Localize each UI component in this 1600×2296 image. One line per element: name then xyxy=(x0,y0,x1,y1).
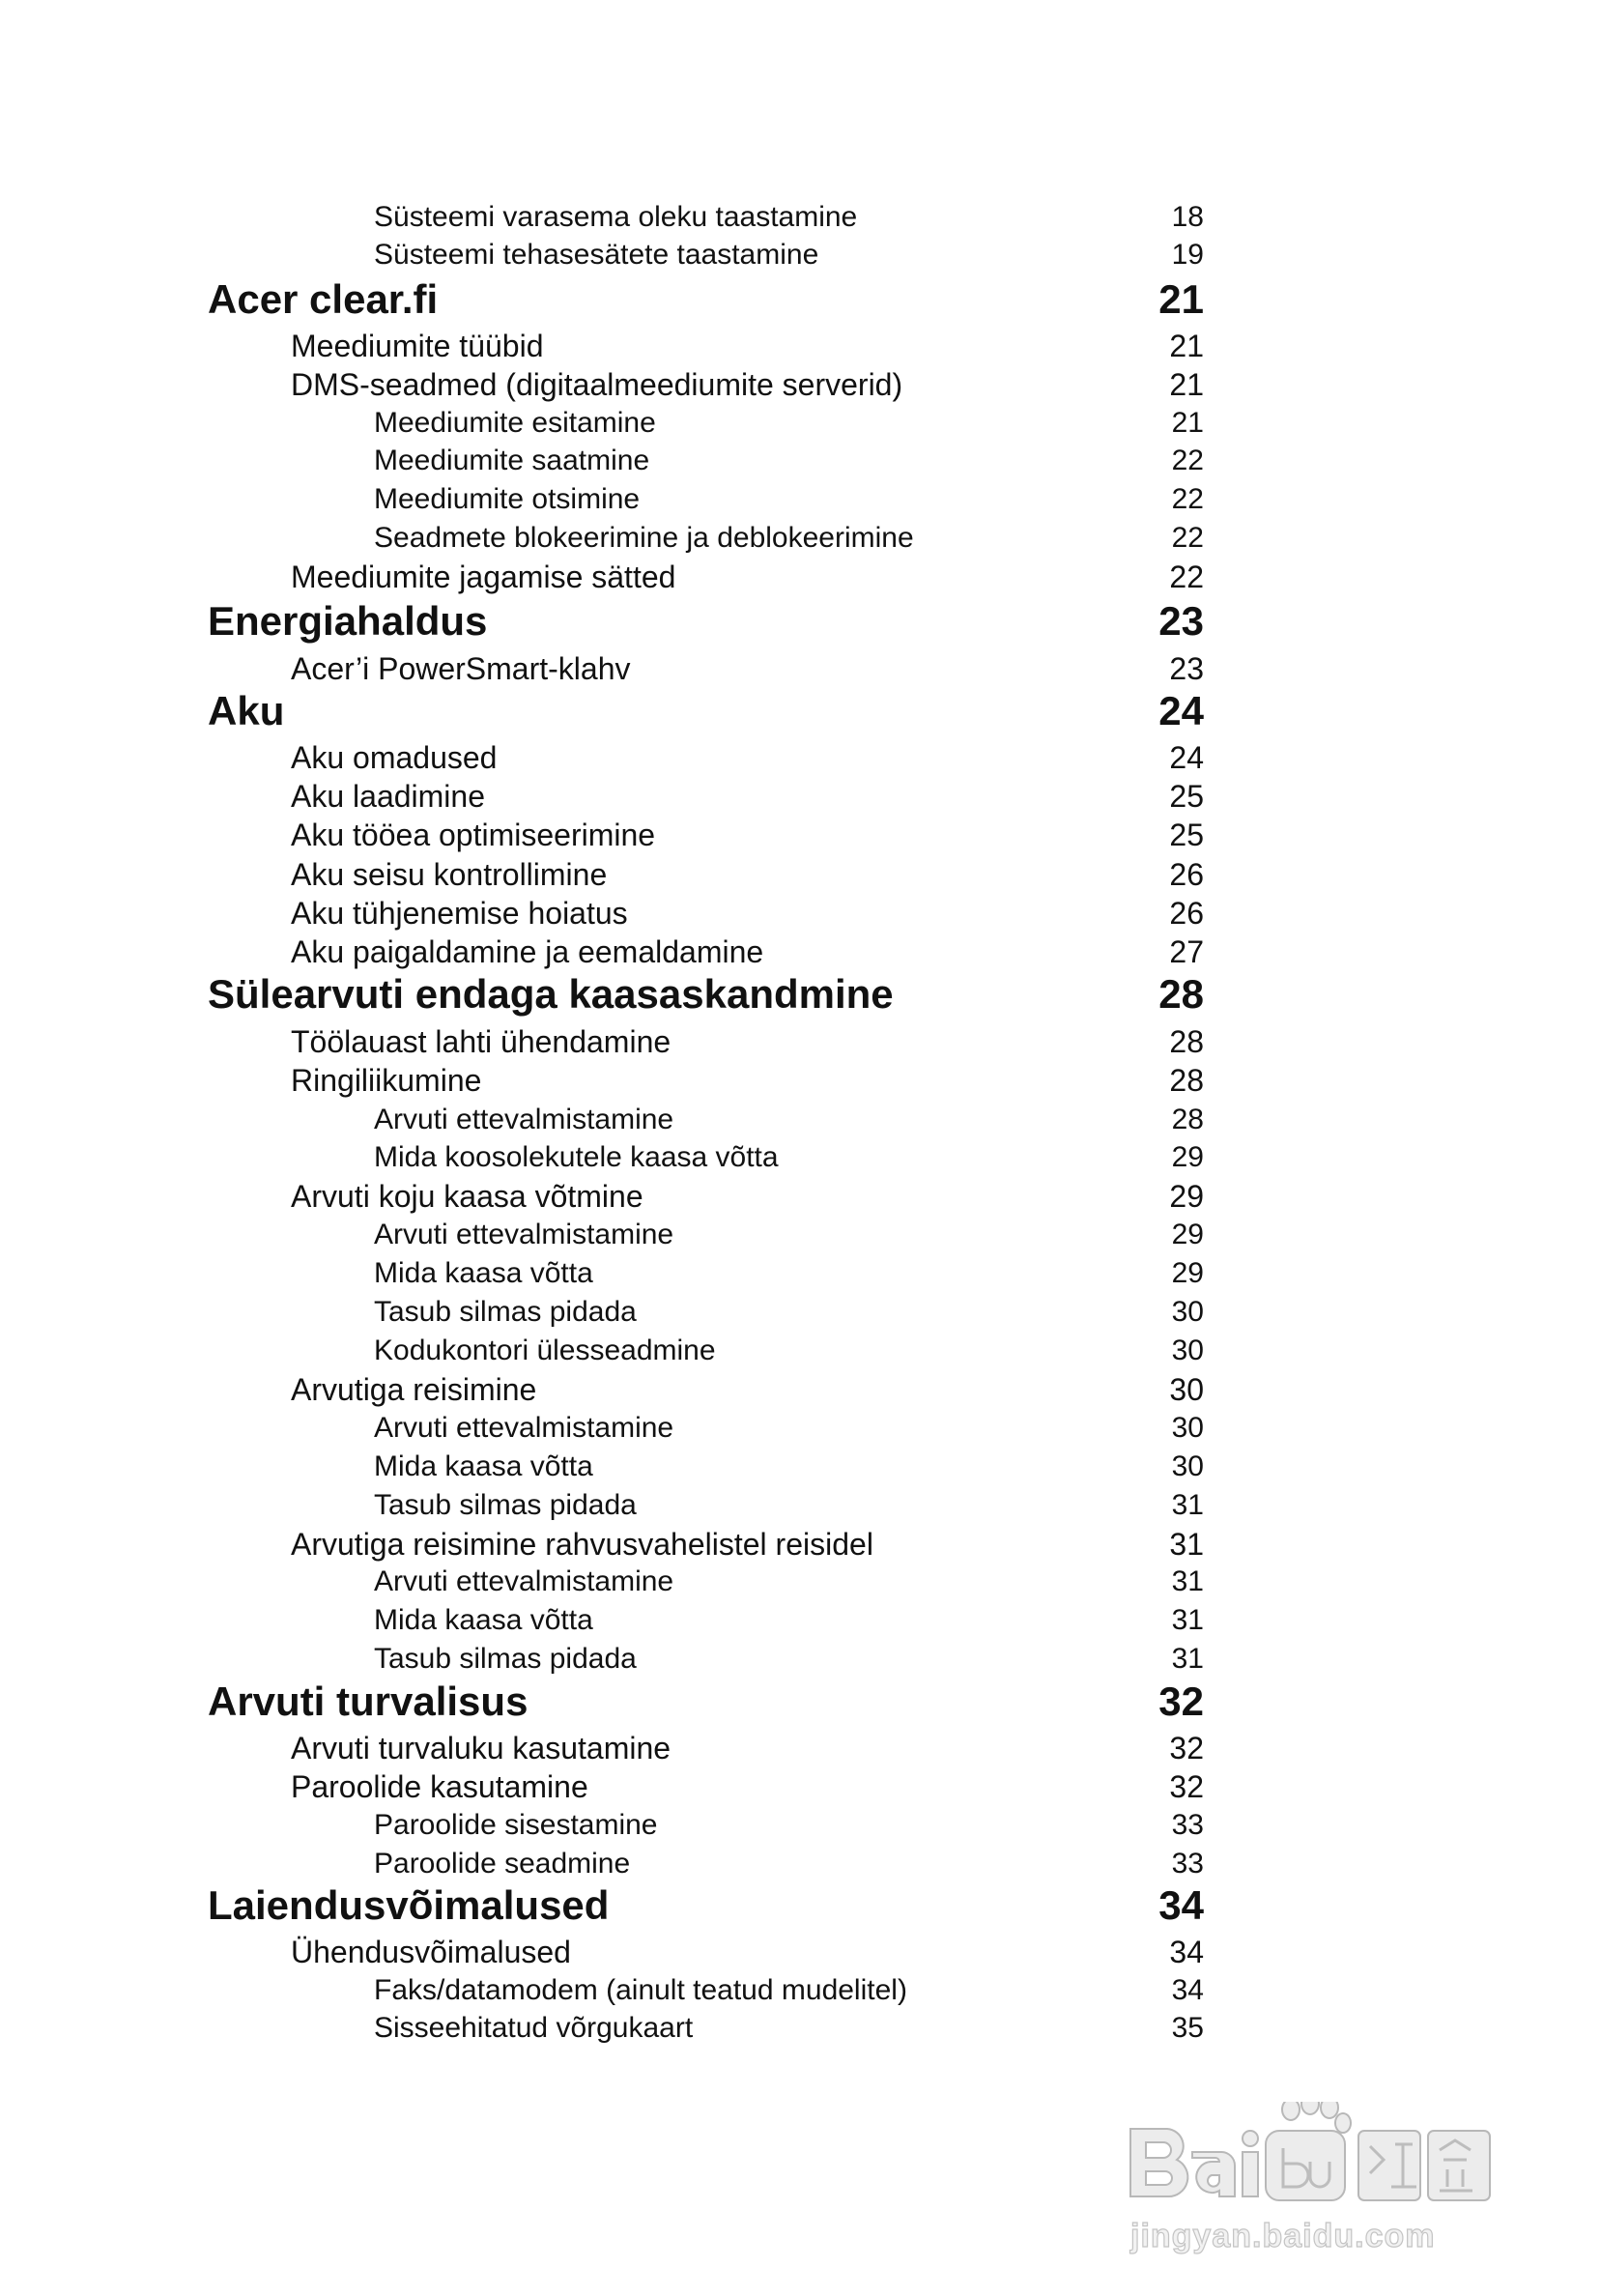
toc-entry-page-number: 33 xyxy=(1171,1848,1204,1880)
toc-entry-title: Meediumite otsimine xyxy=(374,483,641,515)
toc-entry-title: Ühendusvõimalused xyxy=(291,1935,571,1969)
toc-entry-page-number: 34 xyxy=(1158,1882,1204,1928)
toc-entry-page-number: 23 xyxy=(1169,651,1204,686)
toc-entry-page-number: 32 xyxy=(1158,1679,1204,1724)
toc-section[interactable] xyxy=(0,739,1600,778)
toc-entry-page-number: 29 xyxy=(1171,1257,1204,1289)
toc-section[interactable] xyxy=(0,933,1600,972)
toc-entry-title: Aku tööea optimiseerimine xyxy=(291,818,656,852)
toc-section[interactable] xyxy=(0,1062,1600,1101)
toc-section[interactable] xyxy=(0,366,1600,405)
toc-entry-page-number: 30 xyxy=(1171,1412,1204,1444)
toc-chapter[interactable] xyxy=(0,1882,1600,1928)
toc-entry-title: Kodukontori ülesseadmine xyxy=(374,1335,716,1366)
toc-subsection[interactable] xyxy=(0,1139,1600,1178)
toc-entry-title: Süsteemi tehasesätete taastamine xyxy=(374,239,819,271)
toc-subsection[interactable] xyxy=(0,405,1600,444)
toc-entry-title: Arvutiga reisimine xyxy=(291,1372,537,1407)
toc-entry-page-number: 26 xyxy=(1169,896,1204,931)
toc-entry-title: Aku laadimine xyxy=(291,779,485,814)
toc-subsection[interactable] xyxy=(0,199,1600,238)
toc-entry-title: Tasub silmas pidada xyxy=(374,1489,637,1521)
toc-section[interactable] xyxy=(0,856,1600,895)
toc-entry-page-number: 34 xyxy=(1171,1974,1204,2006)
toc-entry-title: Acer’i PowerSmart-klahv xyxy=(291,651,631,686)
toc-section[interactable] xyxy=(0,328,1600,366)
toc-entry-page-number: 21 xyxy=(1158,276,1204,322)
toc-section[interactable] xyxy=(0,650,1600,689)
toc-subsection[interactable] xyxy=(0,1410,1600,1449)
toc-subsection[interactable] xyxy=(0,1487,1600,1526)
toc-section[interactable] xyxy=(0,559,1600,597)
toc-chapter[interactable] xyxy=(0,1679,1600,1724)
toc-entry-title: Arvuti koju kaasa võtmine xyxy=(291,1179,643,1214)
toc-entry-title: Seadmete blokeerimine ja deblokeerimine xyxy=(374,522,914,554)
toc-subsection[interactable] xyxy=(0,1564,1600,1602)
toc-subsection[interactable] xyxy=(0,1294,1600,1333)
toc-entry-page-number: 27 xyxy=(1169,934,1204,969)
toc-subsection[interactable] xyxy=(0,1217,1600,1255)
toc-subsection[interactable] xyxy=(0,1255,1600,1294)
toc-entry-page-number: 30 xyxy=(1171,1450,1204,1482)
toc-section[interactable] xyxy=(0,1526,1600,1564)
toc-entry-page-number: 22 xyxy=(1171,445,1204,476)
toc-section[interactable] xyxy=(0,895,1600,933)
toc-section[interactable] xyxy=(0,1023,1600,1062)
toc-entry-title: Paroolide seadmine xyxy=(374,1848,631,1880)
toc-entry-page-number: 32 xyxy=(1169,1769,1204,1804)
toc-entry-title: Aku seisu kontrollimine xyxy=(291,857,608,892)
toc-entry-page-number: 33 xyxy=(1171,1809,1204,1841)
toc-section[interactable] xyxy=(0,1371,1600,1410)
toc-entry-title: Arvuti ettevalmistamine xyxy=(374,1219,674,1250)
toc-subsection[interactable] xyxy=(0,481,1600,520)
toc-subsection[interactable] xyxy=(0,237,1600,275)
toc-entry-page-number: 22 xyxy=(1171,522,1204,554)
toc-subsection[interactable] xyxy=(0,1602,1600,1641)
toc-entry-page-number: 30 xyxy=(1169,1372,1204,1407)
toc-entry-page-number: 18 xyxy=(1171,201,1204,233)
toc-subsection[interactable] xyxy=(0,1846,1600,1884)
toc-entry-page-number: 31 xyxy=(1171,1565,1204,1597)
toc-entry-title: Süsteemi varasema oleku taastamine xyxy=(374,201,858,233)
toc-entry-title: Aku omadused xyxy=(291,740,498,775)
toc-entry-page-number: 25 xyxy=(1169,818,1204,852)
toc-section[interactable] xyxy=(0,778,1600,817)
toc-chapter[interactable] xyxy=(0,688,1600,733)
toc-entry-title: Aku xyxy=(208,688,285,733)
toc-entry-page-number: 24 xyxy=(1158,688,1204,733)
toc-entry-page-number: 29 xyxy=(1171,1141,1204,1173)
toc-entry-title: Paroolide kasutamine xyxy=(291,1769,588,1804)
toc-entry-page-number: 28 xyxy=(1169,1063,1204,1098)
toc-entry-title: Arvuti ettevalmistamine xyxy=(374,1104,674,1135)
toc-entry-page-number: 25 xyxy=(1169,779,1204,814)
toc-entry-title: Aku tühjenemise hoiatus xyxy=(291,896,628,931)
toc-section[interactable] xyxy=(0,1178,1600,1217)
toc-entry-title: Mida kaasa võtta xyxy=(374,1604,593,1636)
toc-entry-page-number: 24 xyxy=(1169,740,1204,775)
toc-entry-title: Energiahaldus xyxy=(208,598,488,644)
toc-entry-page-number: 29 xyxy=(1171,1219,1204,1250)
toc-entry-page-number: 28 xyxy=(1169,1024,1204,1059)
toc-entry-page-number: 23 xyxy=(1158,598,1204,644)
toc-entry-title: Laiendusvõimalused xyxy=(208,1882,610,1928)
toc-chapter[interactable] xyxy=(0,598,1600,644)
toc-subsection[interactable] xyxy=(0,1972,1600,2011)
toc-section[interactable] xyxy=(0,817,1600,855)
toc-entry-title: Mida kaasa võtta xyxy=(374,1257,593,1289)
toc-entry-title: Paroolide sisestamine xyxy=(374,1809,658,1841)
toc-entry-title: Arvuti ettevalmistamine xyxy=(374,1412,674,1444)
toc-entry-page-number: 31 xyxy=(1171,1643,1204,1675)
toc-chapter[interactable] xyxy=(0,276,1600,322)
toc-entry-page-number: 30 xyxy=(1171,1296,1204,1328)
toc-subsection[interactable] xyxy=(0,1102,1600,1140)
toc-section[interactable] xyxy=(0,1934,1600,1972)
toc-entry-page-number: 32 xyxy=(1169,1731,1204,1765)
toc-entry-page-number: 21 xyxy=(1171,407,1204,439)
toc-entry-title: Mida kaasa võtta xyxy=(374,1450,593,1482)
toc-entry-title: Sisseehitatud võrgukaart xyxy=(374,2012,694,2044)
toc-entry-page-number: 22 xyxy=(1171,483,1204,515)
toc-subsection[interactable] xyxy=(0,1641,1600,1679)
toc-section[interactable] xyxy=(0,1768,1600,1807)
toc-section[interactable] xyxy=(0,1730,1600,1768)
toc-subsection[interactable] xyxy=(0,520,1600,559)
toc-entry-title: Faks/datamodem (ainult teatud mudelitel) xyxy=(374,1974,907,2006)
toc-entry-page-number: 31 xyxy=(1171,1489,1204,1521)
toc-subsection[interactable] xyxy=(0,1807,1600,1846)
toc-entry-title: Meediumite esitamine xyxy=(374,407,656,439)
toc-subsection[interactable] xyxy=(0,1333,1600,1371)
toc-chapter[interactable] xyxy=(0,971,1600,1017)
toc-entry-page-number: 34 xyxy=(1169,1935,1204,1969)
toc-entry-title: Aku paigaldamine ja eemaldamine xyxy=(291,934,764,969)
toc-entry-page-number: 22 xyxy=(1169,560,1204,594)
toc-entry-page-number: 21 xyxy=(1169,367,1204,402)
toc-entry-page-number: 28 xyxy=(1171,1104,1204,1135)
baidu-jingyan-logo xyxy=(1121,2102,1498,2208)
toc-entry-page-number: 29 xyxy=(1169,1179,1204,1214)
toc-entry-page-number: 26 xyxy=(1169,857,1204,892)
toc-entry-title: Meediumite saatmine xyxy=(374,445,650,476)
toc-entry-title: Ringiliikumine xyxy=(291,1063,482,1098)
toc-entry-title: Arvuti turvalisus xyxy=(208,1679,529,1724)
watermark xyxy=(1121,2034,1498,2266)
toc-entry-title: Arvuti turvaluku kasutamine xyxy=(291,1731,671,1765)
toc-entry-page-number: 19 xyxy=(1171,239,1204,271)
toc-entry-title: Tasub silmas pidada xyxy=(374,1643,637,1675)
toc-entry-page-number: 30 xyxy=(1171,1335,1204,1366)
toc-entry-page-number: 35 xyxy=(1171,2012,1204,2044)
toc-entry-title: Meediumite tüübid xyxy=(291,329,544,363)
toc-entry-title: Sülearvuti endaga kaasaskandmine xyxy=(208,971,894,1017)
toc-entry-title: Arvutiga reisimine rahvusvahelistel reisidel xyxy=(291,1527,873,1562)
toc-entry-title: Acer clear.fi xyxy=(208,276,439,322)
watermark-url: jingyan.baidu.com xyxy=(1130,2218,1436,2254)
toc-entry-title: Arvuti ettevalmistamine xyxy=(374,1565,674,1597)
toc-entry-page-number: 31 xyxy=(1169,1527,1204,1562)
toc-entry-title: Tasub silmas pidada xyxy=(374,1296,637,1328)
toc-entry-page-number: 31 xyxy=(1171,1604,1204,1636)
toc-subsection[interactable] xyxy=(0,1449,1600,1487)
toc-subsection[interactable] xyxy=(0,443,1600,481)
toc-entry-title: DMS-seadmed (digitaalmeediumite serverid) xyxy=(291,367,903,402)
toc-entry-title: Meediumite jagamise sätted xyxy=(291,560,676,594)
toc-entry-title: Töölauast lahti ühendamine xyxy=(291,1024,671,1059)
toc-entry-title: Mida koosolekutele kaasa võtta xyxy=(374,1141,779,1173)
toc-entry-page-number: 21 xyxy=(1169,329,1204,363)
toc-entry-page-number: 28 xyxy=(1158,971,1204,1017)
